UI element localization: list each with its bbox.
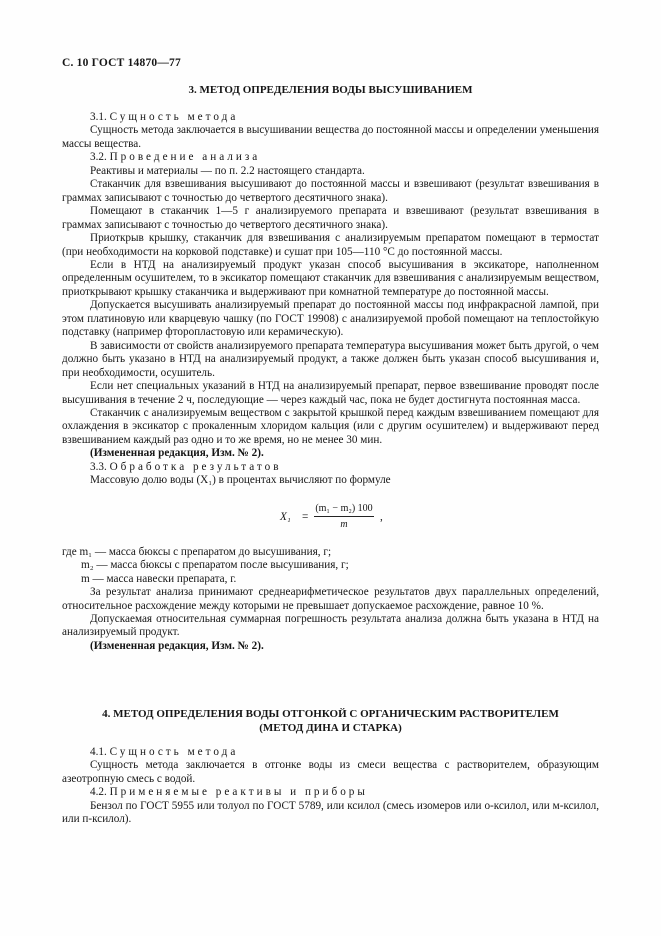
legend-line: m₂ — масса бюксы с препаратом после высушивания, г; (81, 559, 349, 572)
clause-heading: Сущность метода (109, 746, 239, 758)
legend-line: m — масса навески препарата, г. (81, 572, 237, 585)
paragraph: Помещают в стаканчик 1—5 г анализируемого препарата и взвешивают (результат взвешивания в граммах записывают с точностью до четвертого десятичного знака). (62, 205, 599, 231)
section-3-body (62, 111, 599, 653)
paragraph: Если нет специальных указаний в НТД на анализируемый препарат, первое взвешивание проводят после высушивания в течение 2 ч, последующие — через каждый час, пока не будет достигнута постоянная масса. (62, 380, 599, 406)
clause-3-2-heading (62, 151, 599, 164)
paragraph: Сущность метода заключается в отгонке воды из смеси вещества с растворителем, образующим азеотропную смесь с водой. (62, 759, 599, 785)
formula-equals: = (302, 510, 309, 523)
clause-number: 4.2. (90, 786, 107, 799)
paragraph: Массовую долю воды (X₁) в процентах вычисляют по формуле (90, 474, 391, 487)
page-header: С. 10 ГОСТ 14870—77 (62, 57, 181, 69)
paragraph: Сущность метода заключается в высушивании вещества до постоянной массы и определении уменьшения массы вещества. (62, 124, 599, 150)
paragraph: Стаканчик для взвешивания высушивают до постоянной массы и взвешивают (результат взвешивания в граммах записывают с точностью до четвертого десятичного знака). (62, 178, 599, 204)
fraction-bar (314, 516, 374, 517)
amendment-note: (Измененная редакция, Изм. № 2). (90, 639, 264, 652)
formula-lhs: X₁ (280, 510, 291, 523)
section-4-title-line: 4. МЕТОД ОПРЕДЕЛЕНИЯ ВОДЫ ОТГОНКОЙ С ОРГАНИЧЕСКИМ РАСТВОРИТЕЛЕМ (102, 708, 559, 720)
paragraph: Стаканчик с анализируемым веществом с закрытой крышкой перед каждым взвешиванием помещают для охлаждения в эксикатор с прокаленным хлоридом кальция (или с другим осушителем) и выдерживают перед взвешиванием каждый раз одно и то же время, но не менее 30 мин. (62, 406, 599, 446)
paragraph: Если в НТД на анализируемый продукт указан способ высушивания в эксикаторе, наполненном определенным осушителем, то в эксикатор помещают стаканчик для взвешивания с анализируемым веществом, приоткрывают крышку стаканчика и выдерживают при комнатной температуре до постоянной массы. (62, 258, 599, 298)
paragraph: Реактивы и материалы — по п. 2.2 настоящего стандарта. (90, 164, 365, 177)
section-4-title (62, 708, 599, 735)
clause-4-2-heading (62, 786, 599, 799)
clause-4-1-heading (62, 746, 599, 759)
paragraph: Допускается высушивать анализируемый препарат до постоянной массы под инфракрасной лампой, при этом платиновую или кварцевую чашку (по ГОСТ 19908) с анализируемой пробой помещают на теплостойкую подставку (например фторопластовую или керамическую). (62, 299, 599, 339)
formula-numerator: (m₁ − m₂) 100 (315, 502, 373, 514)
paragraph: Бензол по ГОСТ 5955 или толуол по ГОСТ 5789, или ксилол (смесь изомеров или о-ксилол, или м-ксилол, или п-ксилол). (62, 799, 599, 826)
paragraph: Приоткрыв крышку, стаканчик для взвешивания с анализируемым препаратом помещают в термостат (при необходимости на корковой подставке) и сушат при 105—110 °С до постоянной массы. (62, 232, 599, 258)
paragraph: В зависимости от свойств анализируемого препарата температура высушивания может быть другой, о чем должно быть указано в НТД на анализируемый продукт, а также должен быть указан способ высушивания и, при необходимости, осушитель. (62, 339, 599, 379)
formula-denominator: m (340, 518, 348, 530)
formula-comma: , (380, 510, 383, 523)
formula-legend (62, 546, 599, 586)
clause-heading: Сущность метода (109, 111, 239, 123)
clause-3-1-heading (62, 111, 599, 124)
clause-heading: Обработка результатов (109, 460, 282, 473)
clause-heading: Применяемые реактивы и приборы (109, 786, 368, 799)
clause-number: 3.1. (90, 111, 107, 123)
section-3-title: 3. МЕТОД ОПРЕДЕЛЕНИЯ ВОДЫ ВЫСУШИВАНИЕМ (188, 84, 473, 96)
clause-number: 3.2. (90, 151, 107, 164)
paragraph: Допускаемая относительная суммарная погрешность результата анализа должна быть указана в НТД на анализируемый продукт. (62, 612, 599, 639)
section-4-title-line: (МЕТОД ДИНА И СТАРКА) (259, 721, 402, 734)
clause-3-3-heading (62, 461, 599, 474)
clause-number: 3.3. (90, 460, 107, 473)
amendment-note: (Измененная редакция, Изм. № 2). (90, 447, 264, 460)
clause-heading: Проведение анализа (109, 151, 261, 164)
legend-line: где m₁ — масса бюксы с препаратом до высушивания, г; (62, 545, 332, 558)
section-4-body (62, 746, 599, 827)
paragraph: За результат анализа принимают среднеарифметическое результатов двух параллельных определений, относительное расхождение между которыми не превышает допускаемое расхождение, равное 10 %. (62, 586, 599, 612)
formula (62, 488, 599, 546)
clause-number: 4.1. (90, 746, 107, 758)
